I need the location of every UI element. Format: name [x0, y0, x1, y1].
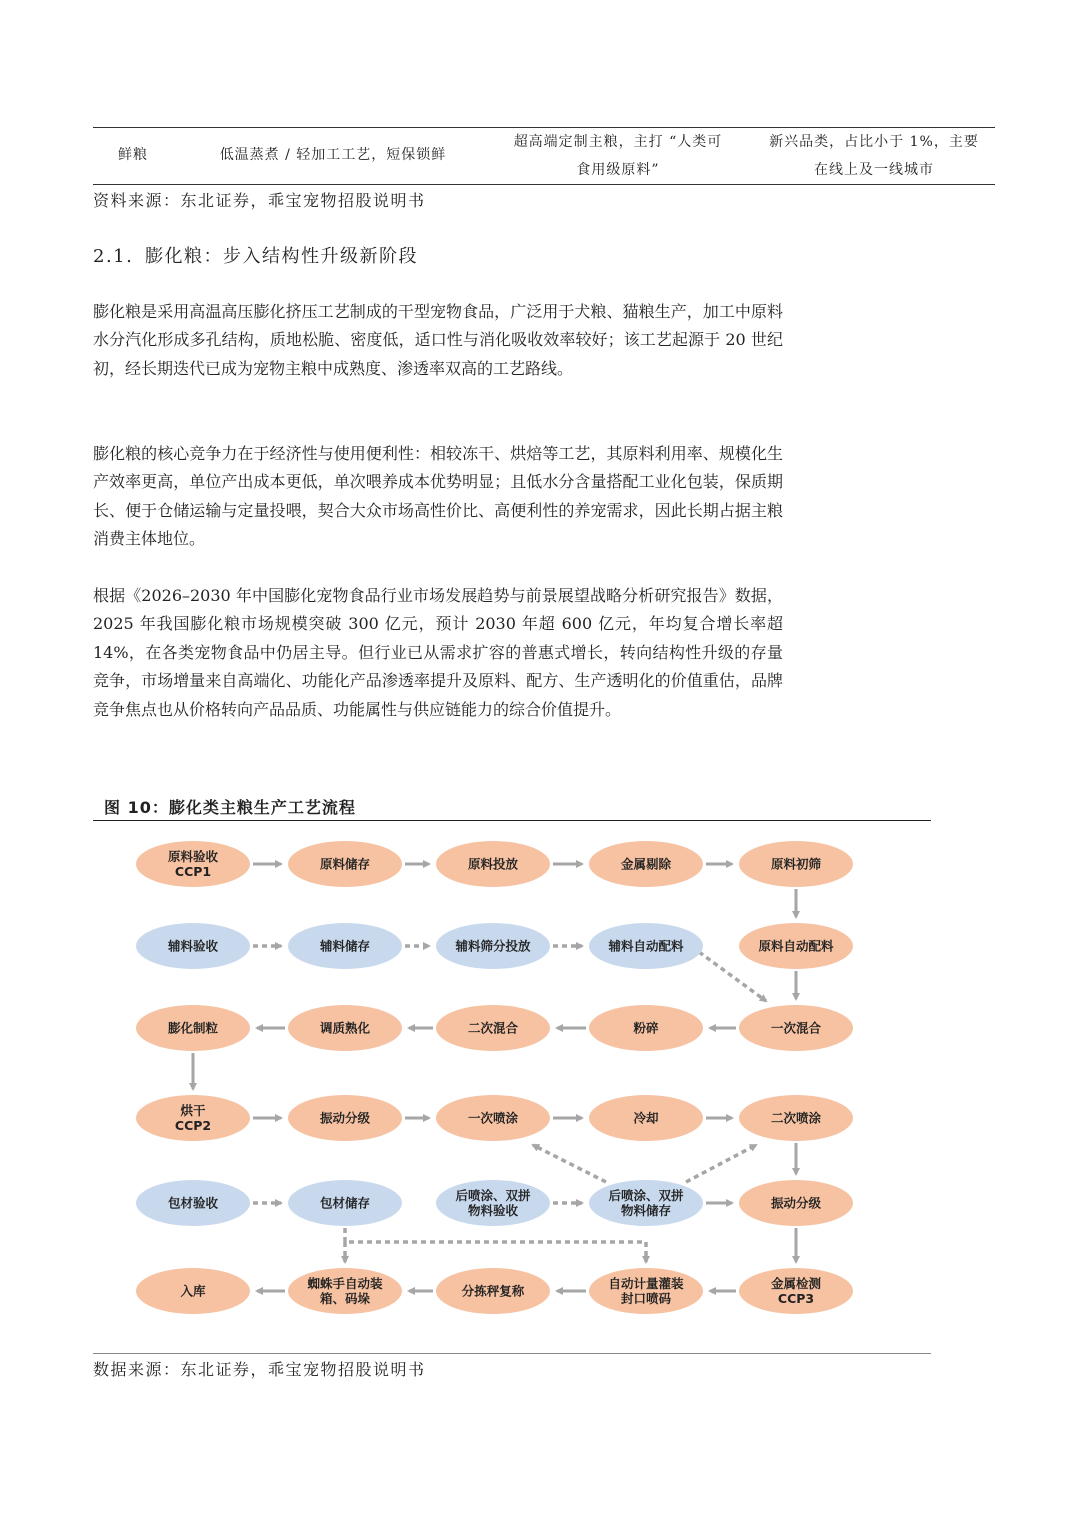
flow-arrow: [533, 1145, 606, 1182]
flow-node: [589, 1268, 703, 1314]
flow-node: [436, 841, 550, 887]
flow-node: [589, 923, 703, 969]
section-heading: [93, 242, 418, 268]
flow-node-label: 辅料筛分投放: [455, 938, 531, 954]
flow-node: [136, 841, 250, 887]
flow-node: [136, 1268, 250, 1314]
flow-node-label: 后喷涂、双拼: [455, 1188, 531, 1203]
flow-node: [739, 841, 853, 887]
flow-node: [589, 1180, 703, 1226]
section-title: 膨化粮：步入结构性升级新阶段: [145, 246, 418, 267]
flow-node-label: 原料自动配料: [758, 938, 834, 954]
flow-node-label: 原料验收: [167, 849, 219, 864]
flow-node-label: 二次混合: [467, 1020, 519, 1036]
flow-node-label: 一次混合: [770, 1020, 822, 1036]
flow-node-label: 烘干: [180, 1103, 206, 1118]
flow-node-label: 振动分级: [319, 1110, 371, 1126]
flow-node-label: 入库: [180, 1283, 206, 1299]
table-cell-process: 低温蒸煮 / 轻加工工艺，短保锁鲜: [219, 147, 447, 163]
flow-node-label: CCP3: [777, 1291, 815, 1306]
table-cell-market-1: 新兴品类，占比小于 1%，主要: [769, 134, 979, 150]
flow-node-label: 分拣秤复称: [461, 1283, 525, 1299]
figure-top-rule: [93, 820, 931, 821]
flow-connector: [345, 1228, 646, 1242]
flow-node: [436, 1268, 550, 1314]
flow-node: [288, 923, 402, 969]
figure-title: 图 10：膨化类主粮生产工艺流程: [104, 798, 356, 817]
flow-node: [288, 1180, 402, 1226]
flow-node-label: 辅料储存: [319, 938, 371, 954]
flow-node-label: 金属剔除: [620, 856, 672, 872]
flow-node-label: 辅料验收: [167, 938, 219, 954]
flow-node-label: 二次喷涂: [770, 1110, 822, 1126]
flow-node-label: 物料验收: [467, 1203, 519, 1218]
flow-node: [288, 1095, 402, 1141]
flow-node: [288, 841, 402, 887]
flow-node-label: 调质熟化: [319, 1020, 371, 1036]
flow-node-label: 金属检测: [770, 1276, 822, 1291]
flow-node: [288, 1005, 402, 1051]
flow-node: [589, 841, 703, 887]
figure-bottom-rule: [93, 1353, 931, 1354]
flow-arrow: [686, 1145, 756, 1182]
table-cell-market-2: 在线上及一线城市: [814, 162, 934, 178]
flow-node: [589, 1095, 703, 1141]
flow-node: [436, 1095, 550, 1141]
flow-node-label: 包材验收: [167, 1195, 219, 1211]
paragraph-2: 膨化粮的核心竞争力在于经济性与使用便利性：相较冻干、烘焙等工艺，其原料利用率、规模化生产效率更高，单位产出成本更低，单次喂养成本优势明显；且低水分含量搭配工业化包装，保质期长、便于仓储运输与定量投喂，契合大众市场高性价比、高便利性的养宠需求，因此长期占据主粮消费主体地位。: [93, 444, 783, 549]
flow-node-label: 后喷涂、双拼: [608, 1188, 684, 1203]
paragraph-3: 根据《2026–2030 年中国膨化宠物食品行业市场发展趋势与前景展望战略分析研究报告》数据，2025 年我国膨化粮市场规模突破 300 亿元，预计 2030 年超 600 亿元，年均复合增长率超 14%，在各类宠物食品中仍居主导。但行业已从需求扩容的普惠式增长，转向结构性升级的存量竞争，市场增量来自高端化、功能化产品渗透率提升及原料、配方、生产透明化的价值重估，品牌竞争焦点也从价格转向产品品质、功能属性与供应链能力的综合价值提升。: [93, 586, 783, 719]
flow-node: [739, 923, 853, 969]
flow-node-label: 一次喷涂: [467, 1110, 519, 1126]
paragraph-1: 膨化粮是采用高温高压膨化挤压工艺制成的干型宠物食品，广泛用于犬粮、猫粮生产，加工中原料水分汽化形成多孔结构，质地松脆、密度低，适口性与消化吸收效率较好；该工艺起源于 20 世纪初，经长期迭代已成为宠物主粮中成熟度、渗透率双高的工艺路线。: [93, 302, 783, 378]
figure-source: 数据来源：东北证券，乖宝宠物招股说明书: [93, 1360, 426, 1379]
flow-node: [739, 1268, 853, 1314]
flow-node-label: 封口喷码: [620, 1291, 672, 1306]
table-cell-category: 鲜粮: [118, 147, 148, 163]
flow-node: [288, 1268, 402, 1314]
flow-node-label: 物料储存: [620, 1203, 672, 1218]
flow-node: [136, 1095, 250, 1141]
process-flow-diagram: [93, 822, 933, 1352]
flow-node-label: 原料初筛: [770, 856, 822, 872]
flow-node: [436, 1180, 550, 1226]
flow-node: [136, 1180, 250, 1226]
table-cell-positioning-1: 超高端定制主粮，主打 “人类可: [513, 134, 723, 150]
flow-node: [136, 923, 250, 969]
flow-node-label: CCP2: [174, 1118, 212, 1133]
table-bottom-rule: [93, 184, 995, 185]
flow-node-label: 自动计量灌装: [608, 1276, 684, 1291]
flow-node-label: 膨化制粒: [167, 1020, 219, 1036]
flow-node-label: 原料投放: [467, 856, 519, 872]
flow-node: [136, 1005, 250, 1051]
flow-node-label: 蜘蛛手自动装: [307, 1276, 383, 1291]
section-number: 2.1.: [93, 246, 134, 267]
flow-node-label: 辅料自动配料: [608, 938, 684, 954]
flow-node: [739, 1005, 853, 1051]
flow-node: [436, 1005, 550, 1051]
flow-node-label: 箱、码垛: [319, 1291, 371, 1306]
flow-node-label: 原料储存: [319, 856, 371, 872]
table-source: 资料来源：东北证券，乖宝宠物招股说明书: [93, 191, 426, 210]
flow-node: [739, 1095, 853, 1141]
flow-node: [436, 923, 550, 969]
flow-node-label: 冷却: [633, 1110, 659, 1126]
table-cell-positioning-2: 食用级原料”: [576, 162, 660, 178]
flow-node-label: 包材储存: [319, 1195, 371, 1211]
flow-node-label: 粉碎: [633, 1020, 659, 1036]
flow-node-label: 振动分级: [770, 1195, 822, 1211]
flow-node-label: CCP1: [174, 864, 212, 879]
flow-node: [739, 1180, 853, 1226]
flow-node: [589, 1005, 703, 1051]
